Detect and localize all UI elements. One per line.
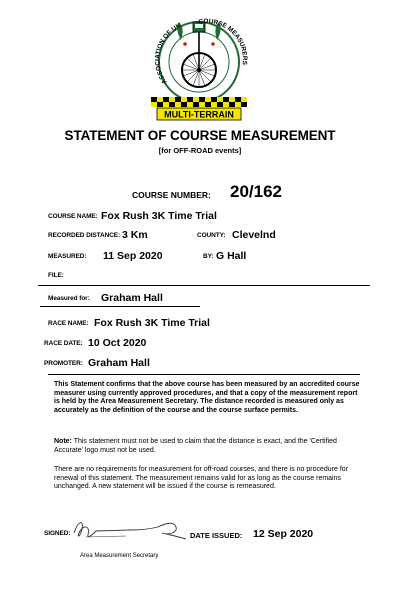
county-label: COUNTY: (197, 232, 226, 239)
measured-value: 11 Sep 2020 (103, 250, 163, 262)
promoter-value: Graham Hall (88, 357, 150, 369)
county-value: Clevelnd (232, 229, 276, 241)
statement-main: This Statement confirms that the above course has been measured by an accredited course measurer using currently approved procedures, and that a copy of the measurement report is held by the Area Measurement Secretary. The distance recorded is measured only as accurately as the definition of the course and the course surface permits. (54, 381, 360, 414)
document-title: STATEMENT OF COURSE MEASUREMENT (64, 128, 336, 143)
logo-ring-text-right: COURSE MEASURERS (198, 18, 249, 66)
course-name-label: COURSE NAME: (48, 213, 98, 220)
by-label: BY: (203, 253, 214, 260)
measured-for-underline (40, 306, 200, 307)
handwritten-signature (70, 515, 190, 543)
signer-title: Area Measurement Secretary (80, 553, 159, 559)
race-name-value: Fox Rush 3K Time Trial (94, 317, 210, 329)
by-value: G Hall (216, 250, 247, 262)
race-date-value: 10 Oct 2020 (88, 337, 147, 349)
measured-label: MEASURED: (48, 253, 87, 260)
statement-renewal: There are no requirements for measurement for off-road courses, and there is no procedure for renewal of this statement. The measurement remains valid for as long as the course remains unchanged. A new statement will be issued if the course is remeasured. (54, 466, 349, 491)
race-date-label: RACE DATE: (44, 340, 83, 347)
signed-label: SIGNED: (44, 530, 71, 537)
file-label: FILE: (48, 272, 64, 279)
race-name-label: RACE NAME: (48, 320, 89, 327)
divider-line-2 (48, 374, 360, 375)
recorded-distance-label: RECORDED DISTANCE: (48, 232, 121, 239)
association-logo (143, 10, 255, 126)
logo-ring-text-left: ASSOCIATION OF UK (154, 22, 183, 85)
date-issued-label: DATE ISSUED: (190, 531, 243, 540)
document-subtitle: [for OFF-ROAD events] (158, 146, 242, 155)
statement-note: Note: This statement must not be used to claim that the distance is exact, and the 'Certified Accurate' logo must not be used. (54, 438, 337, 454)
checkered-strip (151, 97, 247, 107)
logo-banner-text: MULTI-TERRAIN (164, 109, 234, 120)
date-issued-value: 12 Sep 2020 (253, 528, 314, 540)
course-number-label: COURSE NUMBER: (132, 190, 211, 200)
recorded-distance-value: 3 Km (122, 229, 148, 241)
promoter-label: PROMOTER: (44, 360, 83, 367)
measured-for-value: Graham Hall (101, 292, 163, 304)
course-name-value: Fox Rush 3K Time Trial (101, 210, 217, 222)
course-number-value: 20/162 (230, 182, 282, 201)
measured-for-label: Measured for: (48, 295, 90, 302)
divider-line (38, 285, 370, 286)
